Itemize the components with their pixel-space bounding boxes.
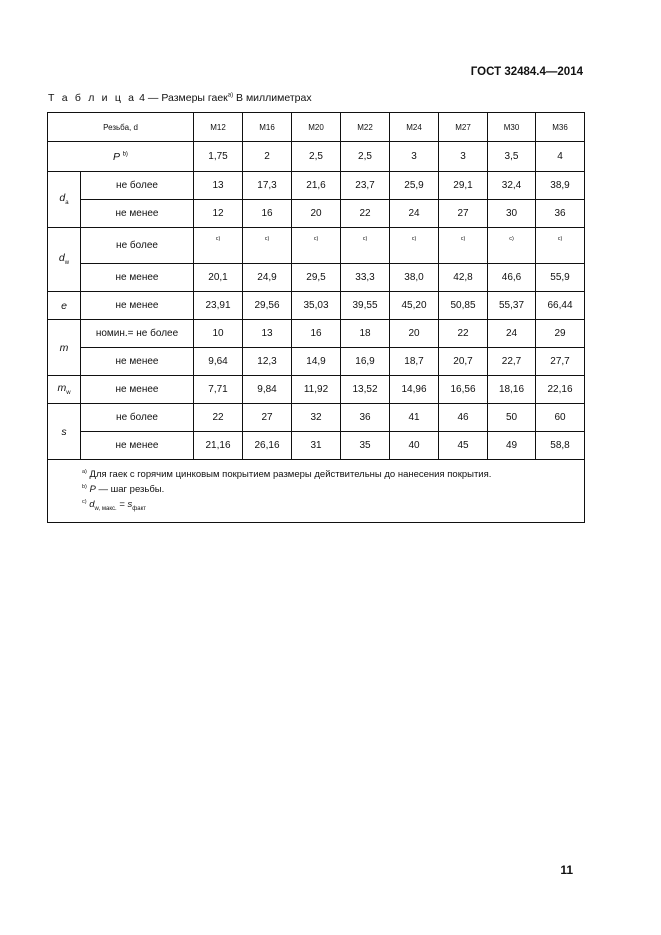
- table-cell: 20: [390, 320, 439, 348]
- table-cell: 2: [243, 142, 292, 172]
- footnote-reference: c): [439, 228, 488, 264]
- row-label: не менее: [81, 348, 194, 376]
- table-cell: 30: [488, 200, 536, 228]
- table-cell: 3: [390, 142, 439, 172]
- table-cell: 46: [439, 404, 488, 432]
- table-cell: 2,5: [292, 142, 341, 172]
- table-cell: 32,4: [488, 172, 536, 200]
- document-code: ГОСТ 32484.4—2014: [470, 66, 583, 78]
- table-cell: 18,7: [390, 348, 439, 376]
- size-header: M22: [341, 113, 390, 142]
- table-cell: 49: [488, 432, 536, 460]
- row-label: номин.= не более: [81, 320, 194, 348]
- table-cell: 42,8: [439, 264, 488, 292]
- table-cell: 20,7: [439, 348, 488, 376]
- table-cell: 27: [439, 200, 488, 228]
- table-cell: 21,6: [292, 172, 341, 200]
- table-notes-row: [48, 460, 585, 523]
- size-header: M16: [243, 113, 292, 142]
- page-number: 11: [560, 863, 573, 877]
- table-cell: 36: [536, 200, 585, 228]
- table-cell: 16,9: [341, 348, 390, 376]
- table-caption-dash: —: [147, 92, 159, 104]
- table-cell: 22,16: [536, 376, 585, 404]
- table-caption-title: Размеры гаек: [161, 92, 228, 104]
- table-cell: 24: [390, 200, 439, 228]
- table-cell: 11,92: [292, 376, 341, 404]
- row-label: не менее: [81, 376, 194, 404]
- size-header: M20: [292, 113, 341, 142]
- table-caption-number: 4: [139, 92, 145, 104]
- footnote-reference: c): [536, 228, 585, 264]
- size-header: M36: [536, 113, 585, 142]
- table-cell: 3,5: [488, 142, 536, 172]
- table-cell: 29: [536, 320, 585, 348]
- table-cell: 29,5: [292, 264, 341, 292]
- table-cell: 45,20: [390, 292, 439, 320]
- table-cell: 13: [194, 172, 243, 200]
- table-cell: 22,7: [488, 348, 536, 376]
- table-cell: 35,03: [292, 292, 341, 320]
- table-cell: 10: [194, 320, 243, 348]
- table-cell: 50: [488, 404, 536, 432]
- table-cell: 22: [439, 320, 488, 348]
- size-header: M24: [390, 113, 439, 142]
- table-cell: 58,8: [536, 432, 585, 460]
- table-row-m-nom: [48, 320, 585, 348]
- footnote-reference: c): [194, 228, 243, 264]
- table-cell: 14,9: [292, 348, 341, 376]
- table-header-row: [48, 113, 585, 142]
- table-cell: 3: [439, 142, 488, 172]
- row-label: не более: [81, 172, 194, 200]
- table-cell: 24: [488, 320, 536, 348]
- table-cell: 24,9: [243, 264, 292, 292]
- table-cell: 39,55: [341, 292, 390, 320]
- table-row-mw-min: [48, 376, 585, 404]
- table-cell: 18,16: [488, 376, 536, 404]
- table-cell: 14,96: [390, 376, 439, 404]
- table-cell: 22: [341, 200, 390, 228]
- pitch-label: P $^{b)}$: [48, 142, 194, 172]
- table-footnotes: [48, 460, 585, 523]
- table-cell: 12: [194, 200, 243, 228]
- table-cell: 38,9: [536, 172, 585, 200]
- table-cell: 27,7: [536, 348, 585, 376]
- table-cell: 50,85: [439, 292, 488, 320]
- table-cell: 26,16: [243, 432, 292, 460]
- table-row-da-min: [48, 200, 585, 228]
- table-cell: 25,9: [390, 172, 439, 200]
- table-cell: 55,37: [488, 292, 536, 320]
- row-label: не менее: [81, 264, 194, 292]
- row-label: не менее: [81, 432, 194, 460]
- nut-dimensions-table: [47, 112, 585, 523]
- table-row-dw-min: [48, 264, 585, 292]
- footnote-reference: c): [341, 228, 390, 264]
- table-cell: 22: [194, 404, 243, 432]
- row-label: не менее: [81, 200, 194, 228]
- table-caption-footnote-mark: a): [227, 92, 234, 99]
- table-row-e-min: [48, 292, 585, 320]
- table-cell: 66,44: [536, 292, 585, 320]
- table-cell: 13,52: [341, 376, 390, 404]
- da-symbol: $d_a$: [48, 172, 81, 228]
- table-row-dw-max: [48, 228, 585, 264]
- size-header: M27: [439, 113, 488, 142]
- table-cell: 12,3: [243, 348, 292, 376]
- size-header: M12: [194, 113, 243, 142]
- table-cell: 20: [292, 200, 341, 228]
- table-row-m-min: [48, 348, 585, 376]
- table-cell: 17,3: [243, 172, 292, 200]
- table-cell: 36: [341, 404, 390, 432]
- footnote-reference: c): [243, 228, 292, 264]
- table-cell: 46,6: [488, 264, 536, 292]
- table-cell: 23,7: [341, 172, 390, 200]
- s-symbol: s: [48, 404, 81, 460]
- table-cell: 13: [243, 320, 292, 348]
- table-caption-units: В миллиметрах: [236, 92, 312, 104]
- table-cell: 20,1: [194, 264, 243, 292]
- table-cell: 35: [341, 432, 390, 460]
- table-cell: 4: [536, 142, 585, 172]
- table-cell: 21,16: [194, 432, 243, 460]
- table-cell: 23,91: [194, 292, 243, 320]
- table-cell: 7,71: [194, 376, 243, 404]
- size-header: M30: [488, 113, 536, 142]
- footnote-a: $^{a)}$ Для гаек с горячим цинковым покрытием размеры действительны до нанесения покрытия.: [82, 469, 492, 481]
- table-cell: 29,1: [439, 172, 488, 200]
- row-label: не более: [81, 404, 194, 432]
- table-cell: 31: [292, 432, 341, 460]
- table-cell: 40: [390, 432, 439, 460]
- table-cell: 38,0: [390, 264, 439, 292]
- table-row-s-min: [48, 432, 585, 460]
- table-row-pitch: [48, 142, 585, 172]
- m-symbol: m: [48, 320, 81, 376]
- table-cell: 60: [536, 404, 585, 432]
- table-cell: 9,64: [194, 348, 243, 376]
- table-cell: 1,75: [194, 142, 243, 172]
- table-cell: 27: [243, 404, 292, 432]
- footnote-reference: c): [292, 228, 341, 264]
- table-cell: 16: [292, 320, 341, 348]
- mw-symbol: $m_w$: [48, 376, 81, 404]
- dw-symbol: $d_w$: [48, 228, 81, 292]
- table-cell: 33,3: [341, 264, 390, 292]
- table-cell: 32: [292, 404, 341, 432]
- table-cell: 18: [341, 320, 390, 348]
- table-row-s-max: [48, 404, 585, 432]
- e-symbol: e: [48, 292, 81, 320]
- table-row-da-max: [48, 172, 585, 200]
- table-cell: 55,9: [536, 264, 585, 292]
- table-caption-prefix: Т а б л и ц а: [48, 92, 137, 104]
- table-cell: 16: [243, 200, 292, 228]
- thread-header: Резьба, d: [48, 113, 194, 142]
- table-cell: 2,5: [341, 142, 390, 172]
- table-cell: 41: [390, 404, 439, 432]
- table-cell: 9,84: [243, 376, 292, 404]
- footnote-reference: c): [488, 228, 536, 264]
- row-label: не менее: [81, 292, 194, 320]
- table-cell: 16,56: [439, 376, 488, 404]
- table-cell: 45: [439, 432, 488, 460]
- table-cell: 29,56: [243, 292, 292, 320]
- table-caption: [48, 92, 312, 104]
- row-label: не более: [81, 228, 194, 264]
- footnote-c: $^{c)}$ $d_{w, макс.} = s_{факт}$: [82, 499, 147, 513]
- footnote-b: $^{b)}$ P — шаг резьбы.: [82, 484, 165, 496]
- footnote-reference: c): [390, 228, 439, 264]
